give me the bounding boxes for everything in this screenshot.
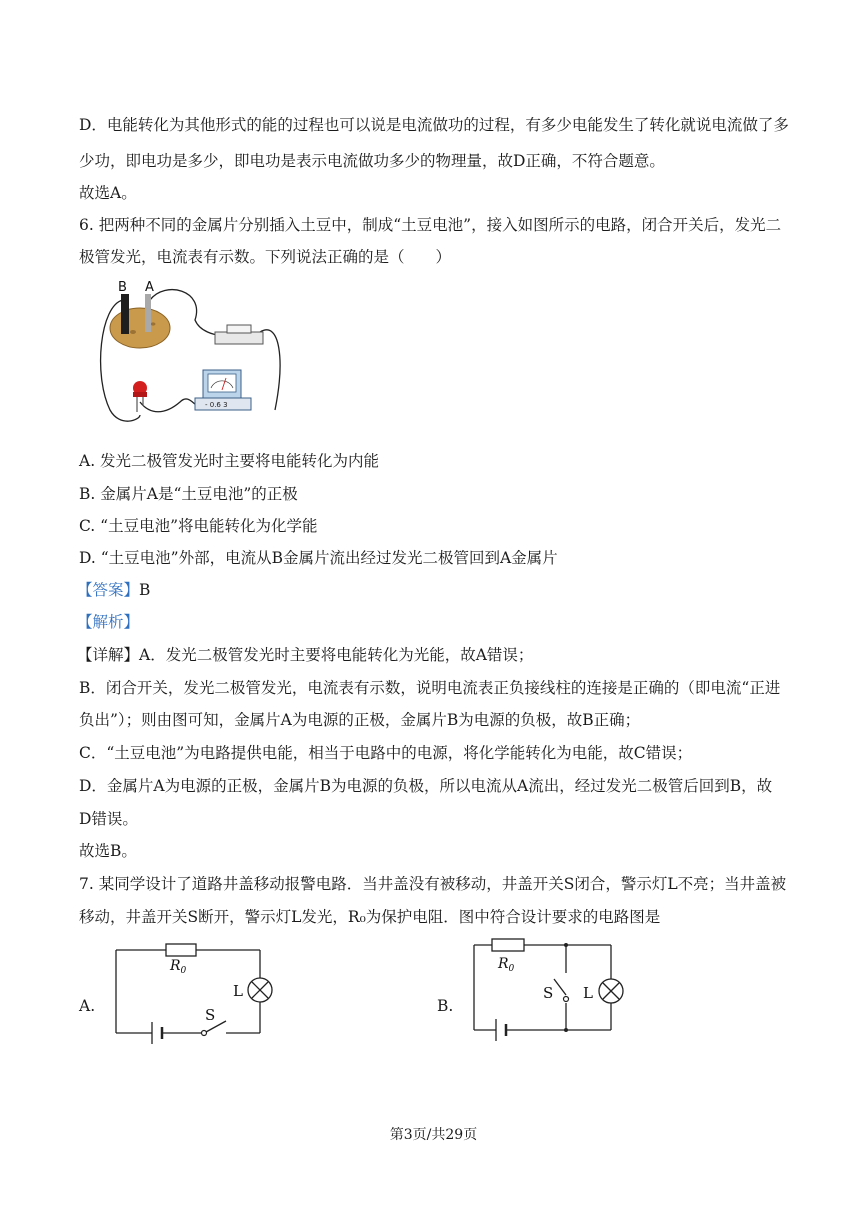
detail-first: A．发光二极管发光时主要将电能转化为光能，故A错误；: [139, 646, 534, 664]
text-line-2: 少功，即电功是多少，即电功是表示电流做功多少的物理量，故D正确，不符合题意。: [79, 152, 665, 170]
detail-label: 【详解】: [77, 646, 140, 664]
meter-scale-label: - 0.6 3: [205, 401, 228, 409]
circuit-a-diagram: [108, 940, 283, 1055]
text-line-3: 故选A。: [79, 184, 137, 202]
circuit-a-resistor-label: $R_0$: [170, 958, 187, 976]
detail-conclusion: 故选B。: [79, 842, 137, 860]
page-footer: 第3页/共29页: [389, 1127, 478, 1143]
text-line-1: D．电能转化为其他形式的能的过程也可以说是电流做功的过程，有多少电能发生了转化就说电流做了多: [79, 116, 789, 134]
question-6-line-2: 极管发光，电流表有示数。下列说法正确的是（ ）: [79, 248, 452, 266]
circuit-b-diagram: [466, 935, 641, 1050]
detail-line-c: C．“土豆电池”为电路提供电能，相当于电路中的电源，将化学能转化为电能，故C错误；: [79, 744, 693, 762]
circuit-b-option-label: B.: [437, 997, 454, 1015]
answer-value: B: [139, 581, 151, 599]
detail-line-b2: 负出”）；则由图可知，金属片A为电源的正极，金属片B为电源的负极，故B正确；: [79, 711, 641, 729]
answer-label: 【答案】: [77, 581, 140, 599]
circuit-a-option-label: A.: [79, 997, 96, 1015]
detail-line-d1: D．金属片A为电源的正极，金属片B为电源的负极，所以电流从A流出，经过发光二极管后回到B，故: [79, 777, 773, 795]
question-6-line-1: 6. 把两种不同的金属片分别插入土豆中，制成“土豆电池”，接入如图所示的电路，闭合开关后，发光二: [79, 216, 782, 234]
plate-label-b: B: [118, 280, 127, 295]
option-a: A. 发光二极管发光时主要将电能转化为内能: [79, 452, 380, 470]
option-d: D. “土豆电池”外部，电流从B金属片流出经过发光二极管回到A金属片: [79, 549, 558, 567]
circuit-a-lamp-label: L: [233, 982, 243, 1000]
plate-label-a: A: [145, 280, 154, 295]
option-c: C. “土豆电池”将电能转化为化学能: [79, 517, 318, 535]
potato-battery-figure: [95, 280, 295, 430]
detail-line-d2: D错误。: [79, 810, 138, 828]
detail-row: [77, 645, 533, 665]
option-b: B. 金属片A是“土豆电池”的正极: [79, 485, 298, 503]
circuit-a-switch-label: S: [205, 1006, 216, 1024]
detail-line-b1: B．闭合开关，发光二极管发光，电流表有示数，说明电流表正负接线柱的连接是正确的（即电流“正进: [79, 679, 781, 697]
question-7-line-1: 7. 某同学设计了道路井盖移动报警电路．当井盖没有被移动，井盖开关S闭合，警示灯L不亮；当井盖被: [79, 875, 787, 893]
circuit-b-resistor-label: $R_0$: [498, 956, 515, 974]
question-7-line-2: 移动，井盖开关S断开，警示灯L发光，R₀为保护电阻．图中符合设计要求的电路图是: [79, 908, 661, 926]
circuit-b-switch-label: S: [543, 984, 554, 1002]
circuit-b-lamp-label: L: [583, 984, 593, 1002]
analysis-label: 【解析】: [77, 613, 140, 631]
answer-row: [77, 580, 150, 600]
